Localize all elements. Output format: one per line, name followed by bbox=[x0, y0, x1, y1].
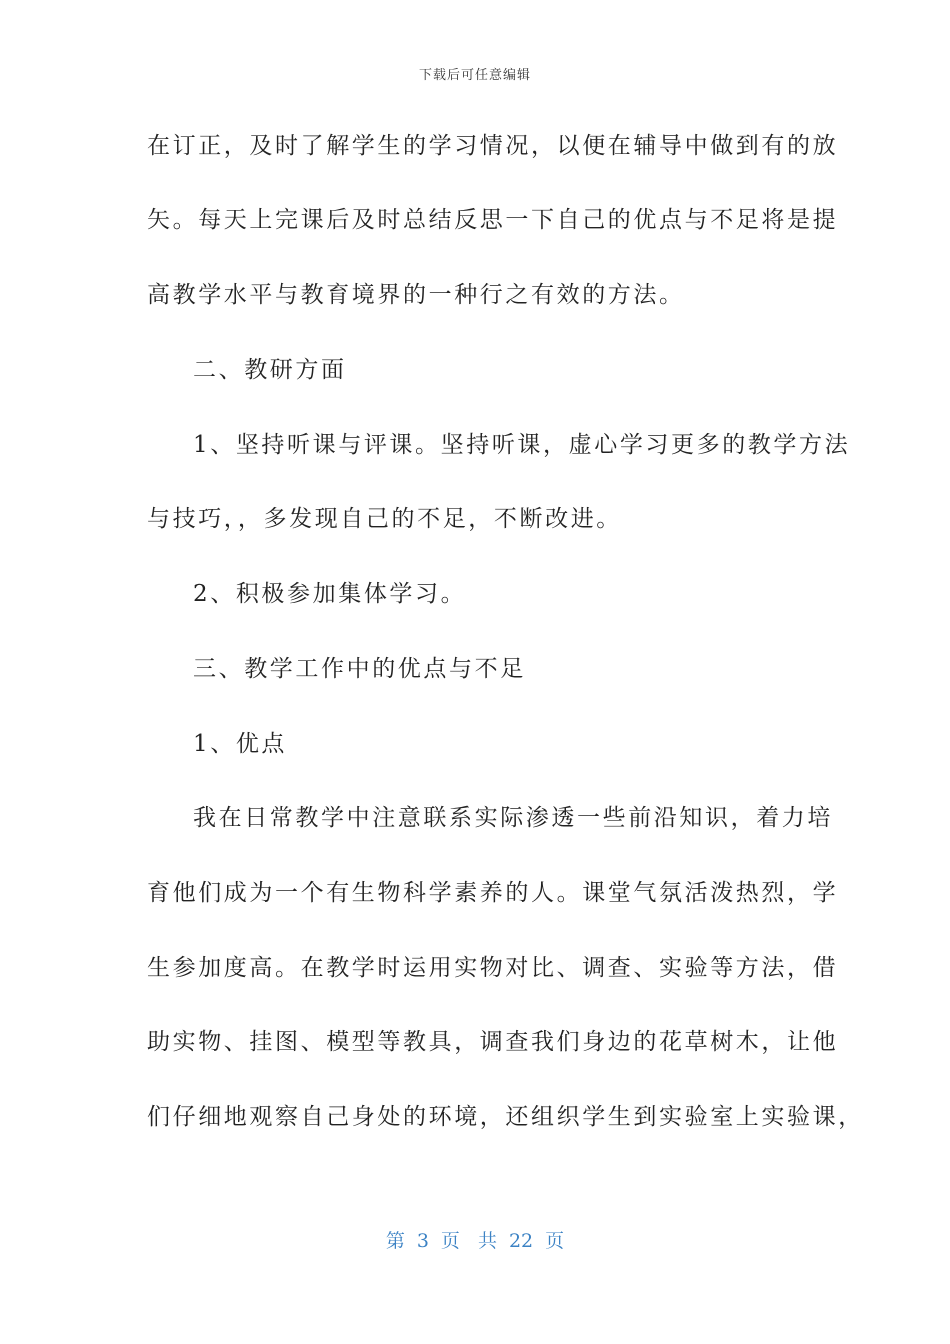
section-heading: 三、教学工作中的优点与不足 bbox=[193, 656, 526, 682]
paragraph-line: 我在日常教学中注意联系实际渗透一些前沿知识，着力培 bbox=[193, 805, 833, 831]
header-note: 下载后可任意编辑 bbox=[418, 68, 531, 83]
paragraph-line: 矢。每天上完课后及时总结反思一下自己的优点与不足将是提 bbox=[147, 207, 839, 233]
paragraph-line: 们仔细地观察自己身处的环境，还组织学生到实验室上实验课， bbox=[147, 1104, 864, 1130]
paragraph-line: 1、坚持听课与评课。坚持听课，虚心学习更多的教学方法 bbox=[193, 432, 851, 458]
paragraph-line: 助实物、挂图、模型等教具，调查我们身边的花草树木，让他 bbox=[147, 1029, 839, 1055]
page-footer bbox=[0, 1226, 950, 1253]
subsection-heading: 1、优点 bbox=[193, 731, 288, 757]
paragraph-line: 生参加度高。在教学时运用实物对比、调查、实验等方法，借 bbox=[147, 955, 839, 981]
footer-suffix: 页 bbox=[545, 1230, 565, 1252]
paragraph-line: 2、积极参加集体学习。 bbox=[193, 581, 467, 607]
page-total: 22 bbox=[508, 1230, 534, 1252]
paragraph-line: 高教学水平与教育境界的一种行之有效的方法。 bbox=[147, 282, 685, 308]
paragraph-line: 在订正，及时了解学生的学习情况，以便在辅导中做到有的放 bbox=[147, 133, 839, 159]
paragraph-line: 与技巧，，多发现自己的不足，不断改进。 bbox=[147, 506, 622, 532]
footer-prefix: 第 bbox=[385, 1230, 405, 1252]
paragraph-line: 育他们成为一个有生物科学素养的人。课堂气氛活泼热烈，学 bbox=[147, 880, 839, 906]
section-heading: 二、教研方面 bbox=[193, 357, 347, 383]
footer-middle: 页 共 bbox=[440, 1230, 497, 1252]
page-number: 3 bbox=[416, 1230, 429, 1252]
